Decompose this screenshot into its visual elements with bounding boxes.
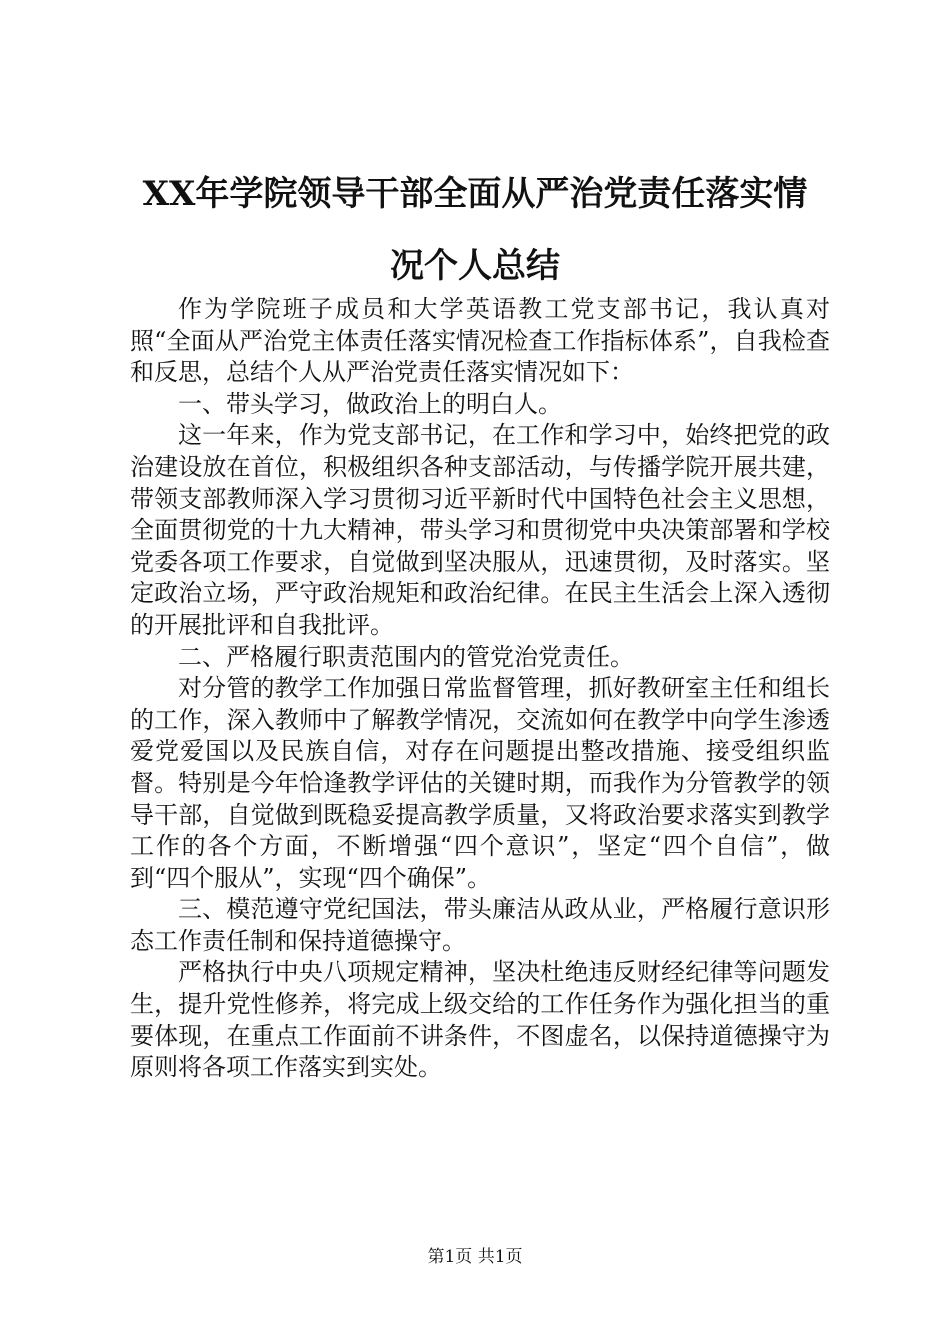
section-heading-2: 二、严格履行职责范围内的管党治党责任。 [178, 642, 634, 671]
title-line-1: XX年学院领导干部全面从严治党责任落实情 [142, 174, 808, 214]
section-heading-1: 一、带头学习，做政治上的明白人。 [178, 389, 562, 418]
paragraph-section-3: 严格执行中央八项规定精神，坚决杜绝违反财经纪律等问题发生，提升党性修养，将完成上级交给的工作任务作为强化担当的重要体现，在重点工作面前不讲条件，不图虚名，以保持道德操守为原则将各项工作落实到实处。 [130, 958, 830, 1082]
document-body [130, 294, 830, 1084]
section-heading-3: 三、模范遵守党纪国法，带头廉洁从政从业，严格履行意识形态工作责任制和保持道德操守。 [130, 895, 830, 955]
page-footer: 第1页 共1页 [427, 1247, 523, 1267]
title-line-2: 况个人总结 [390, 246, 560, 286]
paragraph-intro: 作为学院班子成员和大学英语教工党支部书记，我认真对照“全面从严治党主体责任落实情况检查工作指标体系”，自我检查和反思，总结个人从严治党责任落实情况如下： [130, 295, 830, 387]
paragraph-section-2: 对分管的教学工作加强日常监督管理，抓好教研室主任和组长的工作，深入教师中了解教学情况，交流如何在教学中向学生渗透爱党爱国以及民族自信，对存在问题提出整改措施、接受组织监督。特别是今年恰逢教学评估的关键时期，而我作为分管教学的领导干部，自觉做到既稳妥提高教学质量，又将政治要求落实到教学工作的各个方面，不断增强“四个意识”，坚定“四个自信”，做到“四个服从”，实现“四个确保”。 [130, 674, 830, 892]
document-title [80, 158, 870, 302]
paragraph-section-1: 这一年来，作为党支部书记，在工作和学习中，始终把党的政治建设放在首位，积极组织各种支部活动，与传播学院开展共建，带领支部教师深入学习贯彻习近平新时代中国特色社会主义思想，全面贯彻党的十九大精神，带头学习和贯彻党中央决策部署和学校党委各项工作要求，自觉做到坚决服从，迅速贯彻，及时落实。坚定政治立场，严守政治规矩和政治纪律。在民主生活会上深入透彻的开展批评和自我批评。 [130, 421, 830, 639]
